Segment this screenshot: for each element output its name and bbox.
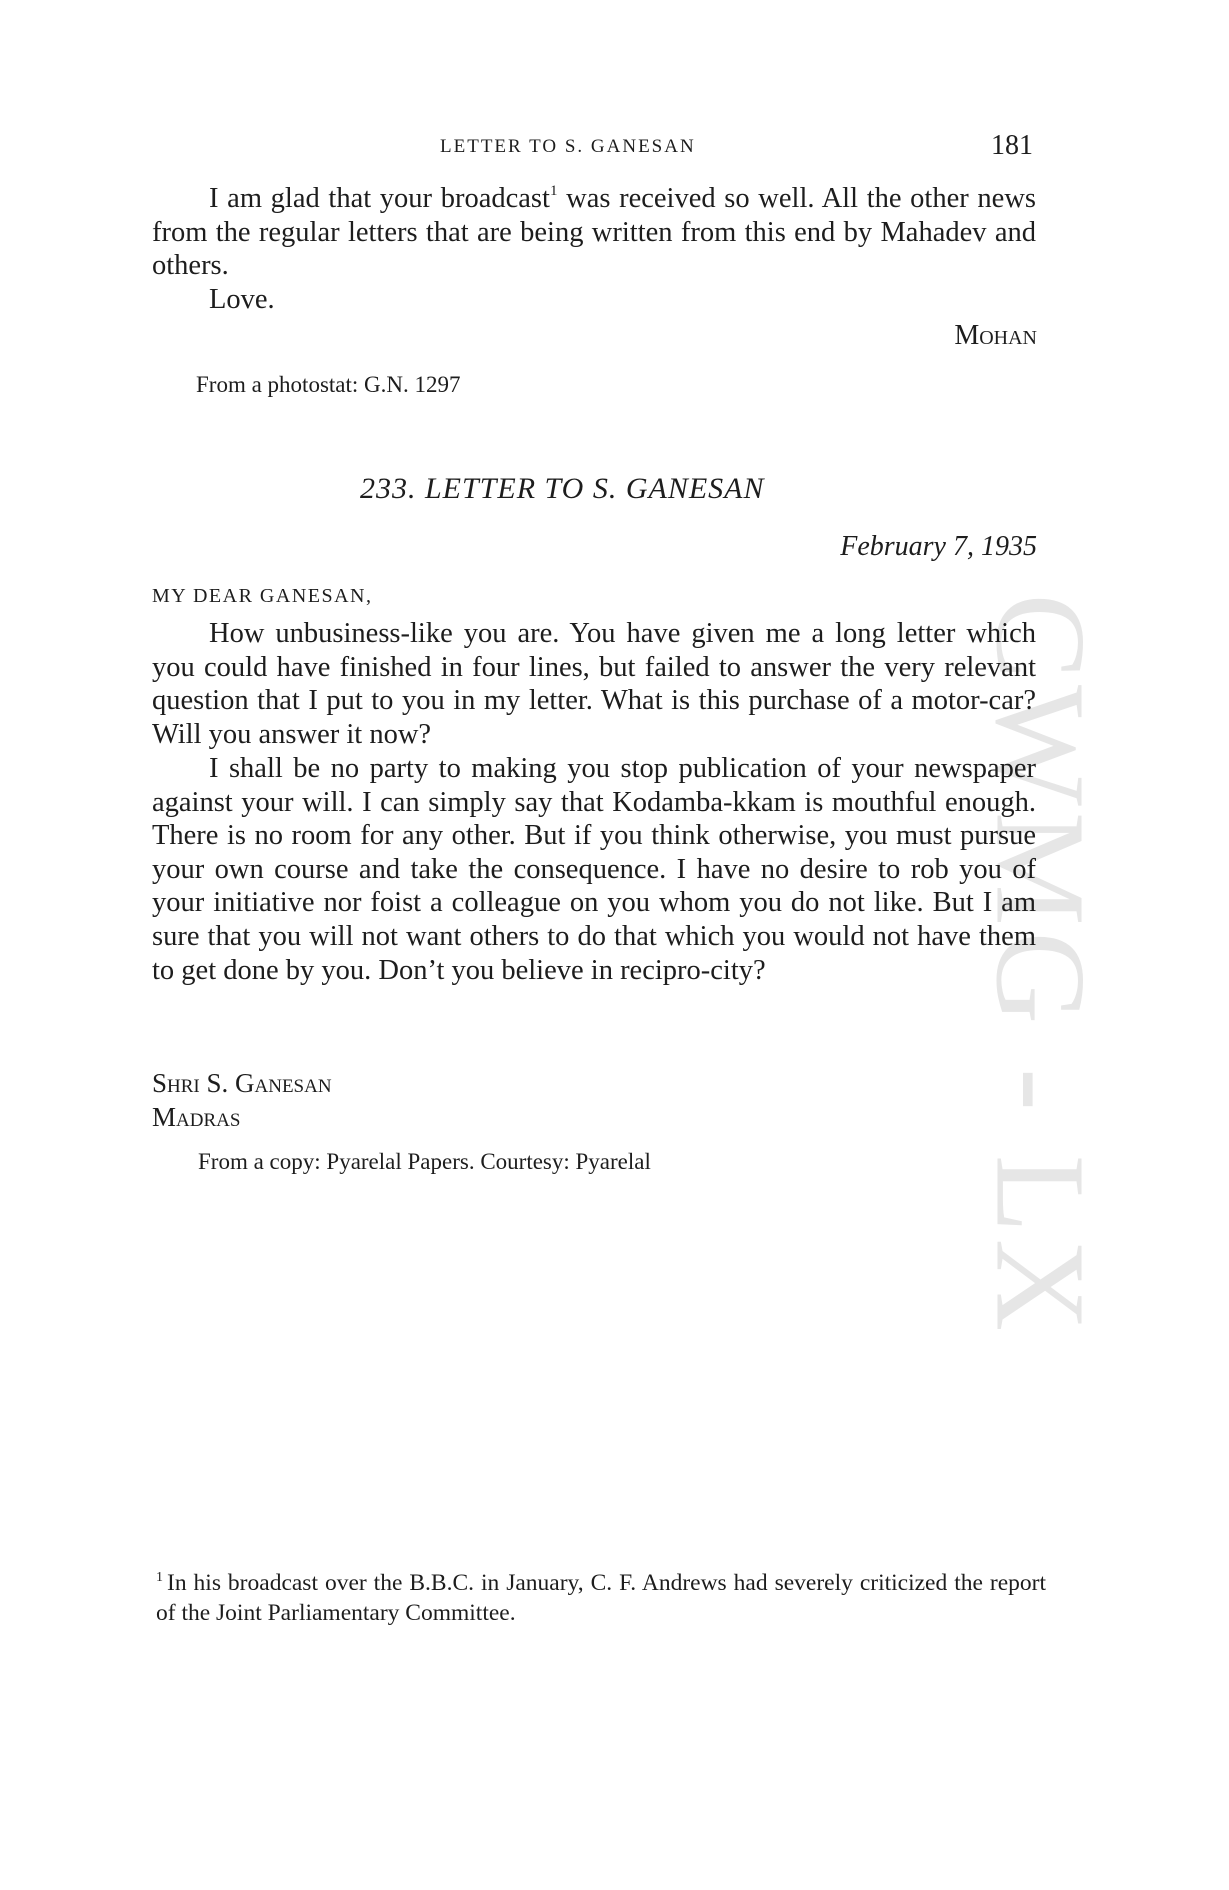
footnote bbox=[156, 1568, 1046, 1628]
footnote-reference: 1 bbox=[549, 183, 558, 199]
letter-paragraph-1: How unbusiness-like you are. You have given me a long letter which you could have finished in four lines, but failed to answer the very relevant question that I put to you in my letter. What is this purchase of a motor-car? Will you answer it now? bbox=[152, 618, 1036, 750]
letter-heading: 233. LETTER TO S. GANESAN bbox=[360, 472, 765, 505]
footnote-text: In his broadcast over the B.B.C. in January, C. F. Andrews had severely criticized the report of the Joint Parliamentary Committee. bbox=[156, 1570, 1046, 1626]
prev-letter-paragraph bbox=[152, 182, 1036, 283]
prev-letter-source: From a photostat: G.N. 1297 bbox=[196, 372, 461, 397]
prev-letter-text-start: I am glad that your broadcast bbox=[209, 183, 550, 214]
watermark-text: CWMG - LX bbox=[969, 593, 1112, 1337]
addressee-name: Shri S. Ganesan bbox=[152, 1068, 332, 1098]
addressee-city: Madras bbox=[152, 1102, 241, 1132]
letter-source: From a copy: Pyarelal Papers. Courtesy: Pyarelal bbox=[198, 1149, 651, 1174]
letter-date: February 7, 1935 bbox=[840, 531, 1037, 562]
salutation: MY DEAR GANESAN, bbox=[152, 585, 373, 607]
footnote-mark: 1 bbox=[156, 1570, 163, 1585]
running-title: LETTER TO S. GANESAN bbox=[440, 136, 696, 157]
prev-letter-text-end: was received so well. All the other news from the regular letters that are being written from this end by Mahadev and others. bbox=[152, 183, 1036, 282]
prev-letter-closing: Love. bbox=[209, 284, 275, 315]
signature: Mohan bbox=[954, 320, 1037, 351]
page-number: 181 bbox=[991, 130, 1033, 161]
letter-paragraph-2: I shall be no party to making you stop publication of your newspaper against your will. I can simply say that Kodamba-kkam is mouthful enough. There is no room for any other. But if you think otherwise, you must pursue your own course and take the consequence. I have no desire to rob you of your initiative nor foist a colleague on you whom you do not like. But I am sure that you will not want others to do that which you would not have them to get done by you. Don’t you believe in recipro-city? bbox=[152, 753, 1036, 986]
